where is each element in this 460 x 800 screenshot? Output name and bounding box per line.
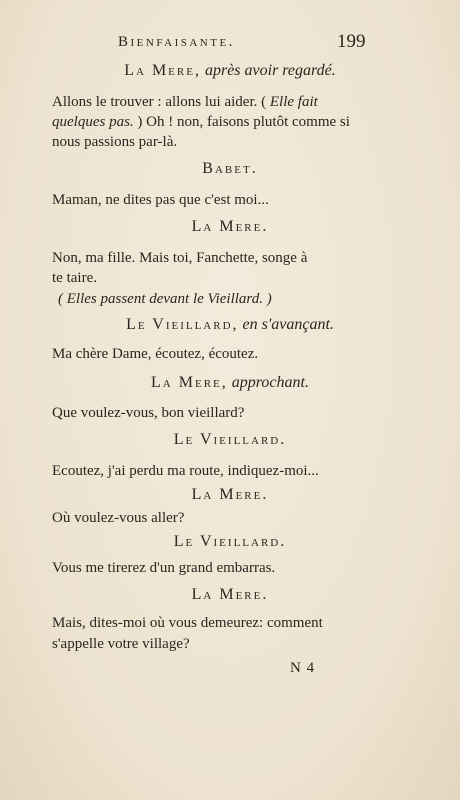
speaker-name: Le Vieillard, [126, 316, 239, 333]
stage-direction: ( Elles passent devant le Vieillard. ) [58, 291, 272, 307]
dialogue-line: Vous me tirerez d'un grand embarras. [52, 560, 276, 576]
speaker-heading [0, 62, 460, 80]
running-title: Bienfaisante. [118, 34, 235, 50]
page-number: 199 [337, 31, 366, 52]
dialogue-line: Non, ma fille. Mais toi, Fanchette, songe à [52, 250, 308, 266]
speaker-heading: Le Vieillard. [173, 533, 287, 550]
speaker-heading: La Mere. [191, 486, 269, 503]
dialogue-line: Mais, dites-moi où vous demeurez: comment [52, 615, 323, 631]
dialogue-line: nous passions par-là. [52, 134, 178, 150]
speaker-name: La Mere, [151, 374, 228, 391]
speaker-heading: La Mere. [191, 586, 269, 603]
stage-direction: approchant. [227, 374, 309, 391]
dialogue-line: Ma chère Dame, écoutez, écoutez. [52, 346, 259, 362]
stage-direction: quelques pas. [52, 114, 134, 130]
dialogue-line: Maman, ne dites pas que c'est moi... [52, 192, 269, 208]
dialogue-line: s'appelle votre village? [52, 636, 190, 652]
speaker-heading: Le Vieillard. [173, 431, 287, 448]
dialogue-line: Ecoutez, j'ai perdu ma route, indiquez-moi... [52, 463, 319, 479]
dialogue-line: te taire. [52, 270, 97, 286]
speaker-heading: Babet. [202, 160, 258, 177]
stage-direction: après avoir regardé. [200, 62, 336, 79]
speaker-heading: La Mere. [191, 218, 269, 235]
signature-mark: N 4 [290, 660, 316, 676]
stage-direction: Elle fait [269, 94, 318, 110]
stage-direction: en s'avançant. [238, 316, 334, 333]
dialogue-line: quelques pas. ) Oh ! non, faisons plutôt comme si [52, 114, 350, 130]
speaker-heading [0, 316, 460, 334]
speaker-heading [0, 374, 460, 392]
dialogue-line: Que voulez-vous, bon vieillard? [52, 405, 245, 421]
dialogue-line: Où voulez-vous aller? [52, 510, 185, 526]
dialogue-line: Allons le trouver : allons lui aider. ( Elle fait [52, 94, 318, 110]
speaker-name: La Mere, [124, 62, 201, 79]
